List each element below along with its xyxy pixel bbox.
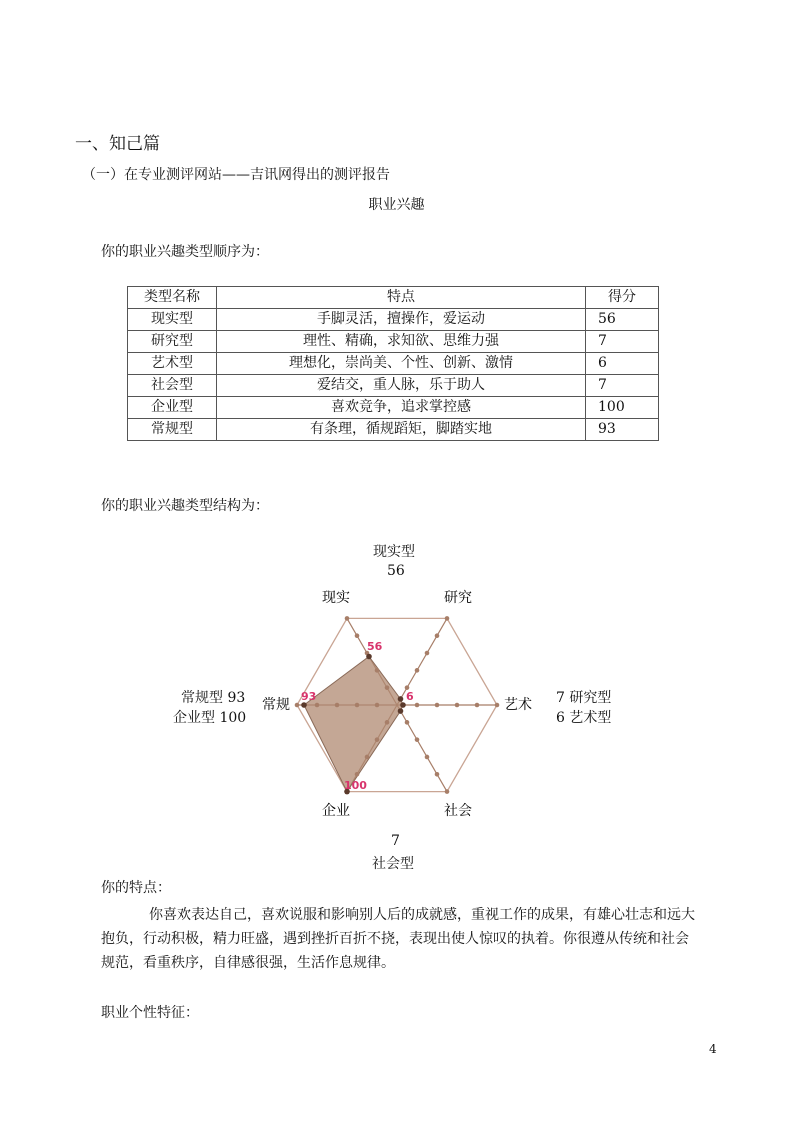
type-score: 100 xyxy=(586,397,659,419)
axis-tick-dot xyxy=(475,703,480,708)
data-point-artistic xyxy=(400,702,406,708)
axis-line-social xyxy=(397,705,447,792)
table-header-row xyxy=(128,287,659,309)
type-score: 56 xyxy=(586,309,659,331)
data-point-realistic xyxy=(366,654,372,660)
type-score: 7 xyxy=(586,331,659,353)
value-label-enterprising: 100 xyxy=(344,779,367,792)
order-prompt: 你的职业兴趣类型顺序为： xyxy=(101,244,269,260)
axis-tick-dot xyxy=(335,703,340,708)
traits-paragraph: 你喜欢表达自己，喜欢说服和影响别人后的成就感，重视工作的成果，有雄心壮志和远大抱负，行动积极，精力旺盛，遇到挫折百折不挠，表现出使人惊叹的执着。你很遵从传统和社会规范，看重秩序，自律感很强，生活作息规律。 xyxy=(101,907,695,971)
score-table xyxy=(127,286,659,441)
type-score: 7 xyxy=(586,375,659,397)
axis-tick-dot xyxy=(385,685,390,690)
data-point-investigative xyxy=(398,696,404,702)
type-name: 社会型 xyxy=(128,375,217,397)
axis-tick-dot xyxy=(345,616,350,621)
axis-tick-dot xyxy=(355,703,360,708)
header-score: 得分 xyxy=(586,287,659,309)
axis-tick-dot xyxy=(445,616,450,621)
table-row xyxy=(128,331,659,353)
axis-label-conventional: 常规 xyxy=(262,697,290,713)
type-name: 企业型 xyxy=(128,397,217,419)
radar-chart xyxy=(240,580,550,830)
type-feature: 手脚灵活，擅操作，爱运动 xyxy=(217,309,586,331)
type-score: 6 xyxy=(586,353,659,375)
type-feature: 有条理，循规蹈矩，脚踏实地 xyxy=(217,419,586,441)
header-type: 类型名称 xyxy=(128,287,217,309)
axis-tick-dot xyxy=(455,703,460,708)
axis-tick-dot xyxy=(445,789,450,794)
radar-top-type: 现实型 xyxy=(373,544,415,560)
traits-prompt: 你的特点： xyxy=(101,880,171,896)
axis-tick-dot xyxy=(365,755,370,760)
axis-tick-dot xyxy=(295,703,300,708)
subsection-heading: （一）在专业测评网站——吉讯网得出的测评报告 xyxy=(82,167,390,183)
value-label-conventional: 93 xyxy=(301,690,317,703)
type-feature: 喜欢竞争，追求掌控感 xyxy=(217,397,586,419)
axis-tick-dot xyxy=(375,737,380,742)
page-title: 职业兴趣 xyxy=(368,197,425,213)
axis-tick-dot xyxy=(415,668,420,673)
radar-bottom-type: 社会型 xyxy=(372,856,414,872)
axis-tick-dot xyxy=(355,772,360,777)
radar-right-line2: 6 艺术型 xyxy=(556,710,612,726)
type-name: 常规型 xyxy=(128,419,217,441)
type-feature: 爱结交，重人脉，乐于助人 xyxy=(217,375,586,397)
type-name: 现实型 xyxy=(128,309,217,331)
axis-tick-dot xyxy=(375,668,380,673)
axis-tick-dot xyxy=(435,703,440,708)
axis-tick-dot xyxy=(435,772,440,777)
type-feature: 理想化，崇尚美、个性、创新、激情 xyxy=(217,353,586,375)
axis-tick-dot xyxy=(425,755,430,760)
axis-tick-dot xyxy=(495,703,500,708)
section-heading: 一、知己篇 xyxy=(75,134,160,154)
type-name: 研究型 xyxy=(128,331,217,353)
axis-tick-dot xyxy=(375,703,380,708)
radar-right-line1: 7 研究型 xyxy=(556,690,612,706)
data-point-social xyxy=(398,708,404,714)
axis-tick-dot xyxy=(385,720,390,725)
axis-label-social: 社会 xyxy=(444,803,472,819)
personality-prompt: 职业个性特征： xyxy=(101,1005,199,1021)
value-label-realistic: 56 xyxy=(367,640,383,653)
axis-line-investigative xyxy=(397,618,447,705)
axis-tick-dot xyxy=(435,633,440,638)
data-point-conventional xyxy=(301,702,307,708)
type-name: 艺术型 xyxy=(128,353,217,375)
type-score: 93 xyxy=(586,419,659,441)
radar-left-line2: 企业型 100 xyxy=(173,710,247,726)
axis-tick-dot xyxy=(405,720,410,725)
axis-tick-dot xyxy=(415,703,420,708)
axis-label-investigative: 研究 xyxy=(444,590,472,606)
table-row xyxy=(128,309,659,331)
radar-left-line1: 常规型 93 xyxy=(181,690,246,706)
axis-tick-dot xyxy=(355,633,360,638)
radar-top-score: 56 xyxy=(387,563,405,579)
axis-tick-dot xyxy=(415,737,420,742)
table-row xyxy=(128,353,659,375)
type-feature: 理性、精确，求知欲、思维力强 xyxy=(217,331,586,353)
value-label-artistic: 6 xyxy=(406,690,414,703)
structure-prompt: 你的职业兴趣类型结构为： xyxy=(101,498,269,514)
axis-label-realistic: 现实 xyxy=(322,590,350,606)
table-row xyxy=(128,419,659,441)
axis-tick-dot xyxy=(315,703,320,708)
header-feature: 特点 xyxy=(217,287,586,309)
axis-label-artistic: 艺术 xyxy=(504,697,532,713)
table-row xyxy=(128,375,659,397)
page-number: 4 xyxy=(709,1042,717,1056)
radar-bottom-score: 7 xyxy=(391,833,400,849)
axis-tick-dot xyxy=(425,651,430,656)
table-row xyxy=(128,397,659,419)
axis-label-enterprising: 企业 xyxy=(322,803,350,819)
